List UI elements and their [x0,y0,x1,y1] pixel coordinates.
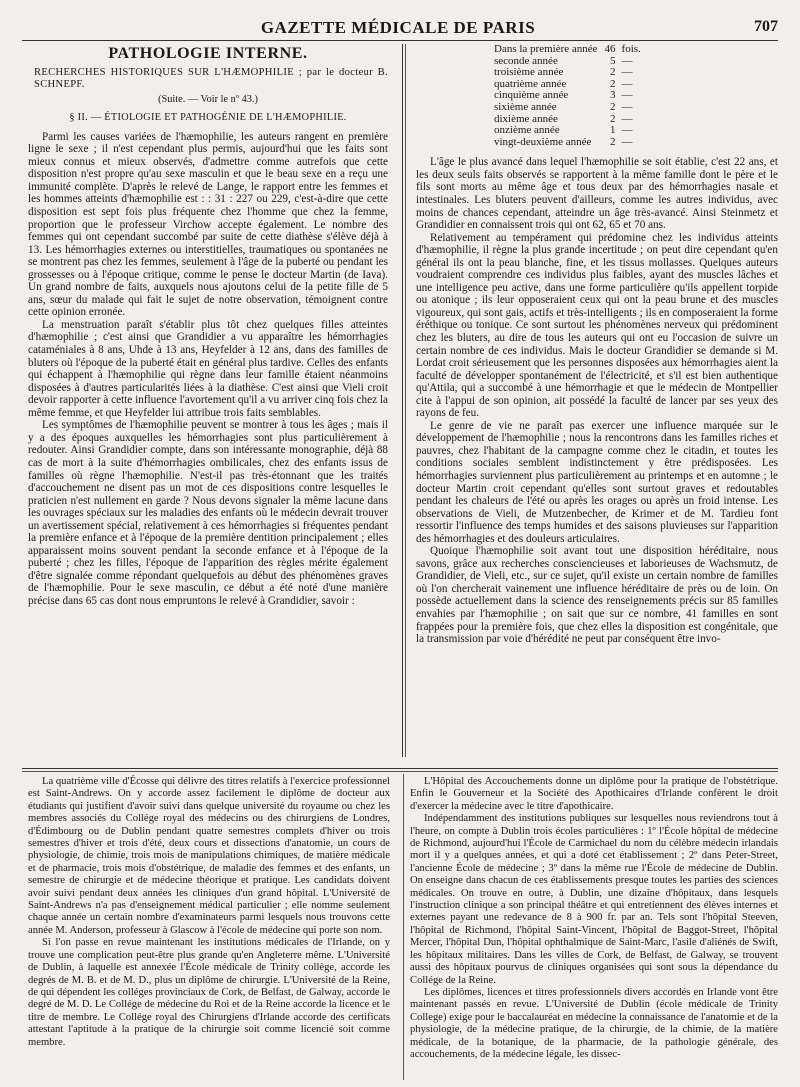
paragraph: L'Hôpital des Accouchements donne un diplôme pour la pratique de l'obstétrique. Enfin le Gouverneur et la Société des Apothicaires d'Irlande confèrent le droit d'exercer la médecine avec le titre d'apothicaire. [410,776,778,812]
paragraph: Indépendamment des institutions publiques sur lesquelles nous reviendrons tout à l'heure, on compte à Dublin trois écoles particulières : 1º l'École hôpital de médecine de Richmond, aujourd'hui l'École de Carmichael du nom du célèbre médecin irlandais mort il y a quelques années, et qui a doté cet établissement ; 2º dans Peter-Street, l'ancienne École de médecine ; 3º dans la même rue l'École de médecine de Dublin. On enseigne dans chacun de ces établissements presque toutes les parties des sciences médicales. On trouve en outre, à Dublin, une dizaine d'hôpitaux, dans lesquels l'instruction clinique a son principal théâtre et qui entretiennent des élèves internes et externes payant une redevance de 8 à 900 fr. par an. Tels sont l'hôpital Steeven, l'hôpital de Richmond, l'hôpital Saint-Vincent, l'hôpital de Baggot-Street, l'hôpital Mercer, l'hôpital Dun, l'hôpital ophthalmique de Saint-Marc, l'asile d'aliénés de Swift, les hôpitaux militaires. Dans les villes de Cork, de Belfast, de Galway, se trouvent aussi des hôpitaux pourvus de cliniques organisées qui sont sous la dépendance du Collége de la Reine. [410,813,778,986]
paragraph: Si l'on passe en revue maintenant les institutions médicales de l'Irlande, on y trouve une complication peut-être plus grande qu'en Angleterre même. L'Université de Dublin, à laquelle est annexée l'École médicale de Trinity collège, accorde les degrés de M. B. et de M. D., plus un diplôme de chirurgie. L'Université de la Reine, de qui dépendent les colléges provinciaux de Cork, de Belfast, de Galway, accorde le degré de M. D. Le Collége de médecine du Roi et de la Reine accorde la licence et le titre de membre. Le Collége royal des Chirurgiens d'Irlande accorde des certificats attestant l'aptitude à la pratique de la chirurgie soit comme licencié soit comme membre. [28,937,390,1048]
count: 5 [610,54,616,67]
feuilleton-right-column [410,776,778,1061]
unit: fois. [621,43,641,55]
unit: — [621,100,633,113]
paragraph: Le genre de vie ne paraît pas exercer une influence marquée sur le développement de l'hæmophilie ; nous la rencontrons dans les familles riches et pauvres, chez l'habitant de la campagne comme chez le citadin, et toutes les conditions sociales semblent indistinctement y être prédisposées. Les hémorrhagies surviennent plus particulièrement au printemps et en automne ; le docteur Martin croit cependant qu'elles sont surtout graves et redoutables pendant les chaleurs de l'été ou après les orages ou après un froid intense. Les observations de Vieli, de Mutzenbecher, de Krimer et de M. Tardieu font ressortir l'influence des temps humides et des saisons pluvieuses sur l'apparition des hémorrhagies et des douleurs articulaires. [416,419,778,545]
paragraph: Relativement au tempérament qui prédomine chez les individus atteints d'hæmophilie, il règne la plus grande incertitude ; on peut dire cependant qu'en général ils ont la peau blanche, fine, et les tissus mollasses. Quelques auteurs voudraient comprendre ces individus plus faibles, ayant des muscles lâches et une intelligence peu active, dans une forme particulière qu'ils appellent torpide ou atonique ; ils leur opposeraient ceux qui ont la peau brune et des muscles vigoureux, qui sont gais, actifs et très-intelligents ; ils en composeraient la forme éréthique ou tonique. Ce sont surtout les phénomènes nerveux qui prédominent chez les bluters, au dire de tous les auteurs qui ont eu l'occasion de suivre un certain nombre de ces individus. Mais le docteur Grandidier se demande si M. Lordat croit sérieusement que les personnes disposées aux hémorrhagies aient la faculté de développer spontanément de l'électricité, et s'il est bien authentique qu'Attila, qui a succombé à une hémorrhagie et que le médecin de Montpellier cite à l'appui de son opinion, ait possédé la faculté de lancer par ses yeux des rayons de feu. [416,231,778,420]
journal-title: GAZETTE MÉDICALE DE PARIS [260,18,536,37]
page-header [18,14,778,42]
unit: — [621,77,633,90]
continuation-note: (Suite. — Voir le nº 43.) [158,93,258,105]
age-label: Dans la première année [494,43,598,55]
age-label: troisième année [494,66,564,79]
unit: — [621,124,633,137]
age-label: onzième année [494,124,560,137]
section-title: PATHOLOGIE INTERNE. [108,45,308,62]
paragraph: L'âge le plus avancé dans lequel l'hæmophilie se soit établie, c'est 22 ans, et les deux seuls faits observés se rapportent à la même famille dont le père et le fils sont morts au même âge et tous deux par des hémorrhagies nasale et intestinales. Les bluters peuvent d'ailleurs, comme les autres individus, avec moins de chances cependant, atteindre un âge très-avancé. Ainsi Steinmetz et Grandidier en connaissent trois qui ont 62, 65 et 70 ans. [416,156,778,232]
age-label: cinquième année [494,89,569,102]
table-row [494,125,647,137]
page-number: 707 [754,18,778,35]
count: 3 [610,89,616,102]
paragraph: Parmi les causes variées de l'hæmophilie, les auteurs rangent en première ligne le sexe ; il n'est cependant plus permis, aujourd'hui que les faits sont mieux connus et mieux observés, d'admettre comme autrefois que cette disposition n'est propre qu'au sexe masculin et que le beau sexe en a reçu une immunité complète. D'après le relevé de Lange, le rapport entre les femmes et les hommes atteints d'hæmophilie est : : 31 : 227 ou 229, c'est-à-dire que cette disposition est sept fois plus fréquente chez l'homme que chez la femme, proportion que le professeur Virchow accepte également. Le nombre des femmes qui ont cependant succombé par suite de cette diathèse s'élève déjà à 13. Les hémorrhagies externes ou interstitielles, traumatiques ou spontanées ne se montrent pas chez les femmes, seulement à l'âge de la puberté ou pendant les grossesses ou à l'époque critique, comme le pense le docteur Martin (de Iava). Un grand nombre de faits, auxquels nous ajoutons celui de la petite fille de 5 ans, sœur du malade qui fait le sujet de notre observation, témoignent contre cette opinion erronée. [28,130,388,319]
unit: — [621,54,633,67]
article-title: RECHERCHES HISTORIQUES SUR L'HÆMOPHILIE ; par le docteur B. SCHNEPF. [34,66,388,91]
paragraph: Les diplômes, licences et titres professionnels divers accordés en Irlande vont être maintenant passés en revue. L'Université de Dublin (école médicale de Trinity College) exige pour le baccalauréat en médecine la connaissance de l'anatomie et de la physiologie, de la médecine pratique, de la chirurgie, de la chimie, de la matière médicale, de la botanique, de la pharmacie, de la pathologie générale, des accouchements, de la médecine légale, les dissec- [410,986,778,1060]
count: 2 [610,100,616,113]
part-heading: § II. — ÉTIOLOGIE ET PATHOGÉNIE DE L'HÆMOPHILIE. [69,112,347,124]
paragraph: La menstruation paraît s'établir plus tôt chez quelques filles atteintes d'hæmophilie ; c'est ainsi que Grandidier a vu apparaître les hémorrhagies cataméniales à 8 ans, Uhde à 13 ans, Heyfelder à 12 ans, dans des familles de bluters où l'époque de la puberté était en général plus tardive. Celles des enfants qui échappent à l'hæmophilie qui règne dans leur famille étaient néanmoins disposées à d'autres particularités liées à la diathèse. C'est ainsi que Vieli croit devoir rapporter à cette influence l'avortement qu'il a vu arriver cinq fois chez la même femme, et que Heyfelder lui attribue trois faits semblables. [28,318,388,419]
paragraph: Les symptômes de l'hæmophilie peuvent se montrer à tous les âges ; mais il y a des époques auxquelles les hémorrhagies sont plus particulièrement à redouter. Ainsi Grandidier compte, dans son intéressante monographie, déjà 88 cas de mort à la suite d'hémorrhagies ombilicales, chez des enfants issus de familles où règne l'hæmophilie. N'est-il pas très-étonnant que les traités d'accouchement ne disent pas un mot de ces dispositions contre lesquelles le praticien n'est nullement en garde ? Nous devons signaler la même lacune dans les ouvrages spéciaux sur les maladies des enfants où le médecin devrait trouver un avertissement spécial, relativement à ces hémorrhagies si fréquentes pendant la première enfance et à l'époque de la première dentition principalement ; elles apparaissent moins souvent pendant la seconde enfance et à l'époque de la puberté ; chez les filles, l'époque de l'apparition des règles mérite également d'être signalée comme répondant quelquefois au début des phénomènes graves de l'hæmophilie. Pour le sexe masculin, ce début a été noté d'une manière précise dans 65 cas dont nous empruntons le relevé à Grandidier, savoir : [28,419,388,607]
column-divider [405,44,406,757]
column-divider [402,44,403,757]
age-label: sixième année [494,100,557,113]
paragraph: La quatrième ville d'Écosse qui délivre des titres relatifs à l'exercice professionnel est Saint-Andrews. On y accorde assez facilement le diplôme de docteur aux étudiants qui justifient d'avoir suivi dans quelque université du royaume ou chez les membres associés du Collége royal des médecins ou des chirurgiens de Londres, d'Édimbourg ou de Dublin pendant quatre semestres complets d'hiver ou trois semestres d'hiver et trois d'été, deux cours et dissections d'anatomie, un cours de physiologie, de chimie, trois mois de manipulations chimiques, de matière médicale et de pharmacie, trois mois d'obstétrique, de maladie des femmes et des enfants, un semestre de chirurgie et de médecine théorique et pratique. Les candidats doivent avoir suivi pendant deux années les cliniques d'un grand hôpital. L'Université de Saint-Andrews n'a pas d'enseignement médical particulier ; elle nomme seulement chaque année un certain nombre d'examinateurs parmi lesquels nous trouvons cette année M. Anderson, professeur à Glascow à l'école de médecine qui porte son nom. [28,776,390,936]
age-label: seconde année [494,54,558,67]
onset-age-table [494,44,647,148]
age-label: quatrième année [494,77,567,90]
right-column [416,44,778,646]
unit: — [621,89,633,102]
count: 1 [610,124,616,137]
age-label: vingt-deuxième année [494,135,592,148]
unit: — [621,112,633,125]
left-column [28,44,388,608]
table-row [494,44,647,56]
header-rule [22,40,778,41]
count: 2 [610,112,616,125]
age-label: dixième année [494,112,558,125]
table-row [494,102,647,114]
count: 46 [604,43,616,55]
count: 2 [610,66,616,79]
unit: — [621,66,633,79]
table-row [494,137,647,149]
count: 2 [610,135,616,148]
unit: — [621,135,633,148]
feuilleton-rule [22,771,778,772]
feuilleton-rule [22,768,778,769]
count: 2 [610,77,616,90]
column-divider [403,774,404,1080]
feuilleton-left-column [28,776,390,1049]
paragraph: Quoique l'hæmophilie soit avant tout une disposition héréditaire, nous savons, grâce aux recherches consciencieuses et laborieuses de Wachsmutz, de Grandidier, de Vieli, etc., sur ce sujet, qu'il existe un certain nombre de familles où l'on chercherait vainement une influence héréditaire de près ou de loin. On possède actuellement dans la science des renseignements précis sur 85 familles envahies par l'hæmophilie ; on sait que sur ce nombre, 41 familles en sont frappées pour la première fois, que chez elles la disposition est congénitale, que la transmission par voie d'hérédité ne peut par conséquent être invo- [416,545,778,646]
